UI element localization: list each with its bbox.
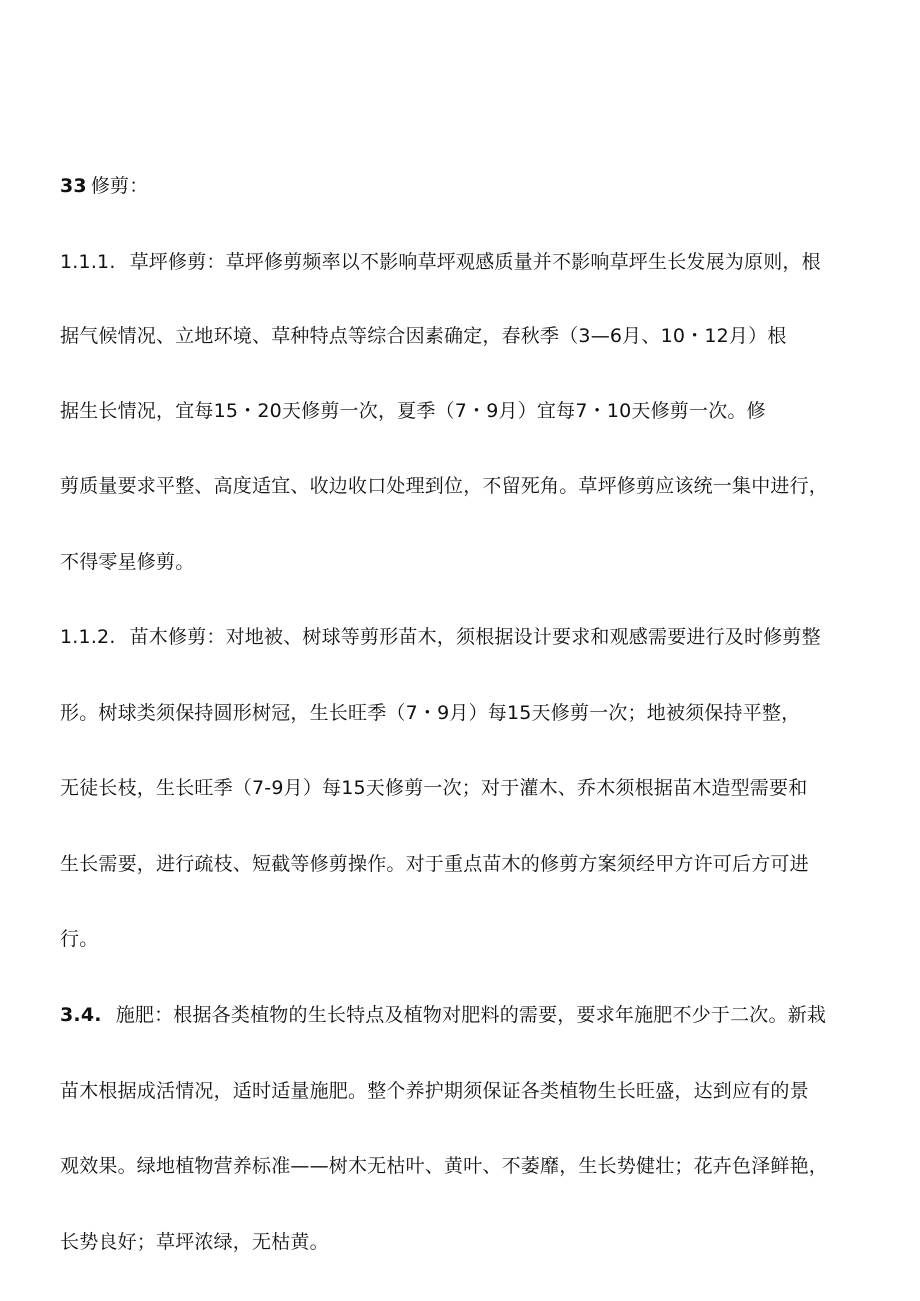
lawn-line-1-text: 草坪修剪：草坪修剪频率以不影响草坪观感质量并不影响草坪生长发展为原则，根	[129, 251, 821, 273]
fertilize-paragraph-line-3: 观效果。绿地植物营养标准——树木无枯叶、黄叶、不萎靡，生长势健壮；花卉色泽鲜艳，	[60, 1155, 829, 1177]
fertilize-line-1-text: 施肥：根据各类植物的生长特点及植物对肥料的需要，要求年施肥不少于二次。新栽	[115, 1004, 827, 1026]
lawn-section-number: 1.1.1.	[60, 251, 116, 273]
fertilize-paragraph-line-2: 苗木根据成活情况，适时适量施肥。整个养护期须保证各类植物生长旺盛，达到应有的景	[60, 1080, 809, 1102]
fertilize-section-number: 3.4.	[60, 1004, 102, 1026]
trees-section-number: 1.1.2.	[60, 626, 116, 648]
heading-number: 33	[60, 175, 87, 197]
lawn-paragraph-line-5: 不得零星修剪。	[60, 551, 195, 573]
lawn-paragraph-line-1	[60, 249, 821, 275]
trees-paragraph-line-1	[60, 624, 821, 650]
lawn-paragraph-line-4: 剪质量要求平整、高度适宜、收边收口处理到位，不留死角。草坪修剪应该统一集中进行，	[60, 475, 829, 497]
trees-paragraph-line-5: 行。	[60, 928, 99, 950]
lawn-paragraph-line-2: 据气候情况、立地环境、草种特点等综合因素确定，春秋季（3—6月、10・12月）根	[60, 325, 787, 347]
trees-paragraph-line-3: 无徒长枝，生长旺季（7-9月）每15天修剪一次；对于灌木、乔木须根据苗木造型需要和	[60, 777, 808, 799]
section-heading	[60, 173, 148, 199]
trees-line-1-text: 苗木修剪：对地被、树球等剪形苗木，须根据设计要求和观感需要进行及时修剪整	[129, 626, 821, 648]
fertilize-paragraph-line-4: 长势良好；草坪浓绿，无枯黄。	[60, 1231, 329, 1253]
heading-title: 修剪：	[90, 175, 149, 197]
lawn-paragraph-line-3: 据生长情况，宜每15・20天修剪一次，夏季（7・9月）宜每7・10天修剪一次。修	[60, 400, 766, 422]
trees-paragraph-line-2: 形。树球类须保持圆形树冠，生长旺季（7・9月）每15天修剪一次；地被须保持平整，	[60, 702, 801, 724]
fertilize-paragraph-line-1	[60, 1002, 826, 1028]
trees-paragraph-line-4: 生长需要，进行疏枝、短截等修剪操作。对于重点苗木的修剪方案须经甲方许可后方可进	[60, 853, 809, 875]
